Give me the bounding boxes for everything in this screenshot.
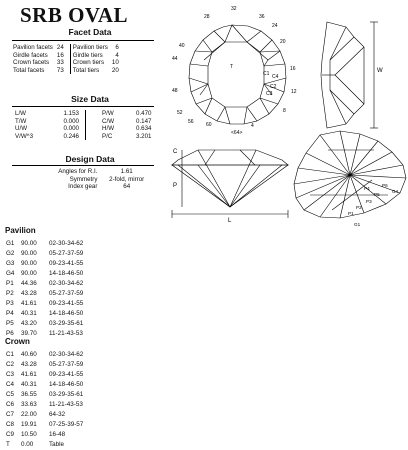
facet-value: 6 [115, 44, 119, 51]
facet-angle: 40.31 [21, 381, 37, 388]
size-label: P/C [102, 132, 113, 140]
facet-value: 20 [111, 66, 119, 74]
size-data-rule [12, 106, 154, 107]
pavilion-view [294, 131, 406, 218]
facet-angle: 90.00 [21, 260, 37, 267]
facet-data-heading: Facet Data [68, 27, 112, 37]
facet-index: 11-21-43-53 [49, 330, 83, 337]
facet-id: P3 [6, 300, 14, 307]
table-row [6, 269, 119, 279]
side-profile [321, 22, 378, 128]
facet-label-p4: P4 [364, 186, 370, 191]
size-label: H/W [102, 125, 115, 133]
length-crown [172, 150, 288, 165]
facet-id: C9 [6, 431, 15, 438]
facet-id: G2 [6, 250, 15, 257]
table-row [6, 319, 119, 329]
table-row [6, 390, 119, 400]
facet-angle: 43.28 [21, 361, 37, 368]
facet-id: T [6, 441, 10, 448]
facet-angle: 39.70 [21, 330, 37, 337]
index-label: 32 [231, 6, 237, 12]
facet-label: Crown tiers [72, 59, 105, 67]
design-label: Symmetry [69, 175, 98, 183]
size-label: V/W^3 [15, 132, 34, 140]
facet-index: 03-29-35-61 [49, 320, 84, 327]
facet-index: 03-29-35-61 [49, 391, 84, 398]
facet-id: C7 [6, 411, 15, 418]
index-label: 40 [179, 43, 185, 49]
table-row [6, 400, 119, 410]
gem-diagrams [160, 0, 408, 240]
table-row [6, 420, 119, 430]
index-label: 24 [272, 23, 278, 29]
table-row [13, 110, 157, 118]
facet-id: P1 [6, 280, 14, 287]
facet-angle: 43.28 [21, 290, 37, 297]
dim-label-w: W [377, 68, 383, 74]
size-value: 0.634 [136, 125, 152, 133]
facet-id: G4 [6, 270, 15, 277]
facet-label: Girdle facets [13, 51, 48, 59]
facet-label-table: T [230, 64, 234, 70]
index-label: 12 [291, 89, 297, 95]
dim-label-l: L [228, 218, 232, 224]
table-outline [208, 42, 264, 107]
facet-label: Pavilion tiers [72, 44, 108, 51]
facet-angle: 41.61 [21, 300, 37, 307]
facet-index: 05-27-37-59 [49, 290, 84, 297]
facet-id: C4 [6, 381, 15, 388]
design-label: Angles for R.I. [58, 168, 98, 175]
table-row [6, 279, 119, 289]
size-value: 0.470 [136, 110, 152, 117]
facet-id: P5 [6, 320, 14, 327]
size-label: C/W [102, 117, 115, 125]
facet-label-c3: C3 [266, 91, 273, 97]
pavilion-list [6, 239, 119, 339]
facet-index: 02-30-34-62 [49, 240, 84, 247]
facet-index: Table [49, 441, 65, 448]
size-data-table [13, 110, 157, 140]
list-item [40, 183, 148, 191]
facet-angle: 90.00 [21, 270, 37, 277]
length-pavilion [172, 165, 288, 207]
table-row [6, 259, 119, 269]
facet-label-p3: P3 [366, 199, 372, 204]
table-row [11, 52, 125, 60]
facet-id: G1 [6, 240, 15, 247]
facet-angle: 19.91 [21, 421, 37, 428]
facet-value: 24 [55, 44, 70, 52]
table-row [11, 59, 125, 67]
index-label: 16 [290, 66, 296, 72]
list-item [40, 168, 148, 176]
facet-angle: 22.00 [21, 411, 37, 418]
facet-label-p6: P6 [382, 183, 388, 188]
size-label: L/W [15, 110, 27, 117]
design-data-heading: Design Data [65, 154, 115, 164]
index-label: 44 [172, 56, 178, 62]
design-data-list [40, 168, 148, 191]
facet-id: C8 [6, 421, 15, 428]
facet-index: 05-27-37-59 [49, 250, 84, 257]
crown-heading: Crown [5, 337, 30, 346]
table-row [6, 360, 119, 370]
facet-label-c4: C4 [272, 74, 279, 80]
facet-index: 64-32 [49, 411, 66, 418]
facet-id: C1 [6, 351, 15, 358]
table-row [6, 380, 119, 390]
facet-angle: 90.00 [21, 240, 37, 247]
facet-label-p2: P2 [356, 205, 362, 210]
facet-angle: 44.36 [21, 280, 37, 287]
facet-angle: 33.63 [21, 401, 37, 408]
facet-index: 02-30-34-62 [49, 351, 84, 358]
table-row [6, 309, 119, 319]
crown-list [6, 350, 119, 450]
index-label: 52 [177, 110, 183, 116]
size-value: 3.201 [136, 132, 152, 140]
facet-value: 4 [115, 51, 119, 59]
facet-angle: 0.00 [21, 441, 34, 448]
size-data-heading: Size Data [71, 94, 109, 104]
facet-label: Girdle tiers [72, 51, 103, 59]
table-row [6, 440, 119, 450]
facet-index: 09-23-41-55 [49, 371, 84, 378]
facet-index: 02-30-34-62 [49, 280, 84, 287]
size-value: 0.147 [136, 117, 152, 125]
facet-label: Total facets [13, 66, 45, 74]
facet-label-c1: C1 [263, 71, 270, 77]
facet-id: G3 [6, 260, 15, 267]
facet-index: 05-27-37-59 [49, 361, 84, 368]
facet-index: 11-21-43-53 [49, 401, 83, 408]
index-label: 20 [280, 39, 286, 45]
facet-angle: 43.20 [21, 320, 37, 327]
size-value: 0.000 [47, 125, 86, 133]
table-row [13, 118, 157, 126]
facet-index: 16-48 [49, 431, 66, 438]
index-label: 56 [188, 119, 194, 125]
table-row [13, 125, 157, 133]
facet-label: Total tiers [72, 66, 100, 74]
table-row [6, 289, 119, 299]
facet-data-table [11, 44, 125, 74]
size-value: 1.153 [47, 110, 86, 118]
size-label: T/W [15, 117, 27, 125]
facet-id: P2 [6, 290, 14, 297]
design-data-rule [12, 165, 154, 166]
size-value: 0.246 [47, 133, 86, 141]
table-row [6, 370, 119, 380]
table-row [11, 44, 125, 52]
facet-value: 16 [55, 52, 70, 60]
facet-id: P4 [6, 310, 14, 317]
facet-id: C2 [6, 361, 15, 368]
facet-id: C3 [6, 371, 15, 378]
facet-label: Crown facets [13, 59, 50, 67]
index-gear-label: <64> [231, 130, 243, 136]
design-value: 1.61 [120, 168, 133, 175]
facet-index: 07-25-39-57 [49, 421, 84, 428]
facet-angle: 10.50 [21, 431, 37, 438]
index-label: 60 [206, 122, 212, 128]
design-value: 2-fold, mirror [109, 175, 145, 183]
facet-label-g4: G4 [392, 189, 399, 194]
index-label: 28 [204, 14, 210, 20]
design-label: Index gear [68, 183, 98, 191]
facet-index: 09-23-41-55 [49, 300, 84, 307]
facet-angle: 40.60 [21, 351, 37, 358]
facet-angle: 41.61 [21, 371, 37, 378]
facet-id: C5 [6, 391, 15, 398]
facet-index: 14-18-46-50 [49, 310, 84, 317]
facet-label-p1: P1 [348, 211, 354, 216]
facet-data-rule [12, 40, 154, 41]
table-row [6, 239, 119, 249]
table-row [6, 249, 119, 259]
index-label: 36 [259, 14, 265, 20]
facet-value: 33 [55, 59, 70, 67]
index-label: 4 [251, 123, 254, 129]
facet-index: 14-18-46-50 [49, 270, 84, 277]
facet-label: Pavilion facets [13, 44, 53, 51]
facet-id: P6 [6, 330, 14, 337]
facet-value: 73 [55, 67, 70, 75]
table-row [13, 133, 157, 141]
dim-label-c: C [173, 149, 178, 155]
size-label: P/W [102, 110, 114, 117]
facet-index: 14-18-46-50 [49, 381, 84, 388]
facet-angle: 40.31 [21, 310, 37, 317]
table-row [6, 410, 119, 420]
index-label: 8 [283, 108, 286, 114]
size-label: U/W [15, 125, 28, 133]
facet-label-g1: G1 [354, 222, 361, 227]
facet-label-c2: C2 [270, 84, 277, 90]
dim-label-p: P [173, 183, 178, 189]
pavilion-heading: Pavilion [5, 226, 36, 235]
facet-angle: 36.55 [21, 391, 37, 398]
index-label: 48 [172, 88, 178, 94]
design-value: 64 [123, 183, 131, 191]
facet-id: C6 [6, 401, 15, 408]
table-row [6, 299, 119, 309]
size-value: 0.000 [47, 118, 86, 126]
facet-value: 10 [111, 59, 119, 67]
crown-index-labels [172, 6, 297, 136]
table-row [6, 430, 119, 440]
list-item [40, 176, 148, 184]
facet-angle: 90.00 [21, 250, 37, 257]
page-title: SRB OVAL [20, 3, 129, 27]
table-row [11, 67, 125, 75]
facet-index: 09-23-41-55 [49, 260, 84, 267]
table-row [6, 350, 119, 360]
facet-label-p5: P5 [374, 192, 380, 197]
length-profile [172, 150, 288, 218]
